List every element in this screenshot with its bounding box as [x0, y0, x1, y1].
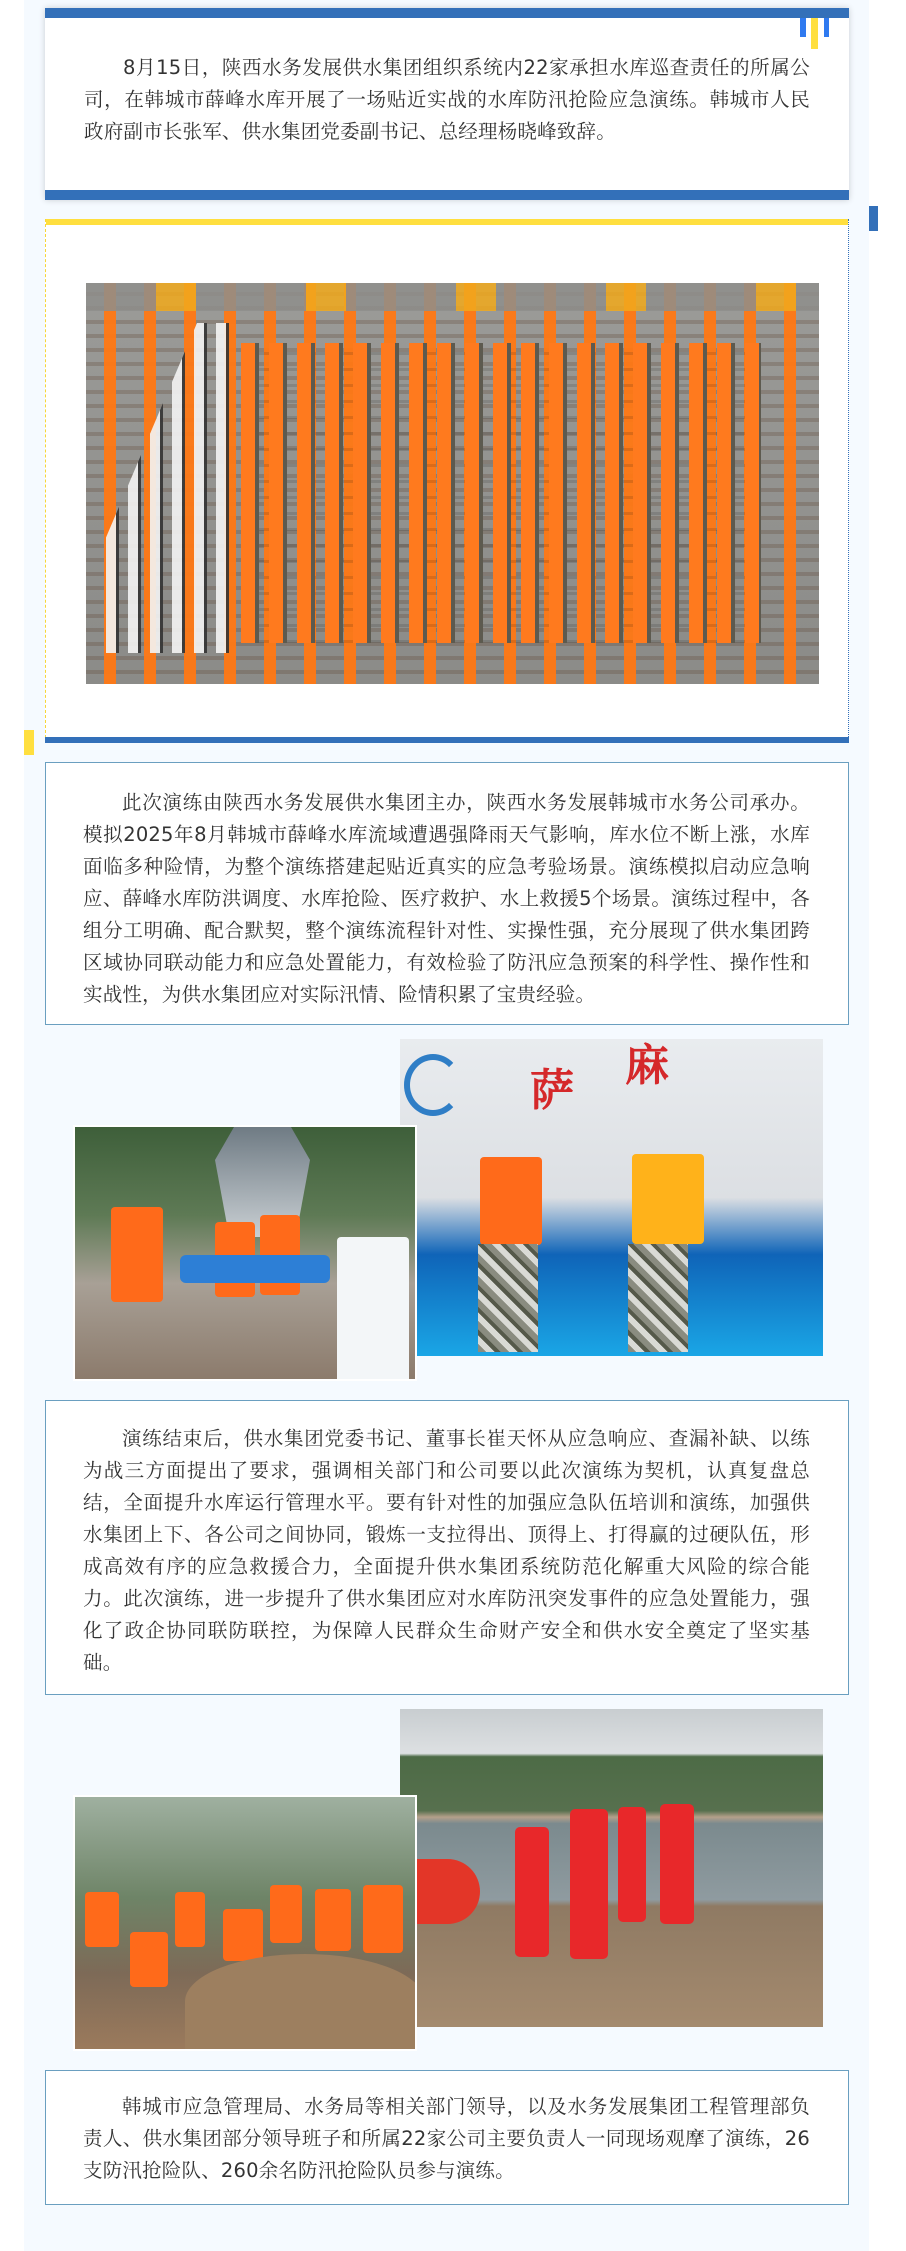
intro-paragraph: 8月15日，陕西水务发展供水集团组织系统内22家承担水库巡查责任的所属公司，在韩城市薛峰水库开展了一场贴近实战的水库防汛抢险应急演练。韩城市人民政府副市长张军、供水集团党委副书记、总经理杨晓峰致辞。	[84, 56, 810, 143]
camo-pants	[628, 1244, 688, 1352]
attendance-paragraph: 韩城市应急管理局、水务局等相关部门领导，以及水务发展集团工程管理部负责人、供水集团部分领导班子和所属22家公司主要负责人一同现场观摩了演练，26支防汛抢险队、260余名防汛抢险队员参与演练。	[83, 2095, 810, 2182]
life-vest	[111, 1207, 163, 1302]
decor-stripe-yellow	[811, 18, 818, 49]
formation-photo-alt	[94, 663, 214, 678]
attendance-box	[45, 2070, 849, 2205]
water-rescue-photo-alt	[408, 1335, 468, 1350]
drill-overview-paragraph: 此次演练由陕西水务发展供水集团主办，陕西水务发展韩城市水务公司承办。模拟2025年8月韩城市薛峰水库流域遭遇强降雨天气影响，库水位不断上涨，水库面临多种险情，为整个演练搭建起贴近真实的应急考验场景。演练模拟启动应急响应、薛峰水库防洪调度、水库抢险、医疗救护、水上救援5个场景。演练过程中，各组分工明确、配合默契，整个演练流程针对性、实操性强，充分展现了供水集团跨区域协同联动能力和应急处置能力，有效检验了防汛应急预案的科学性、操作性和实战性，为供水集团应对实际汛情、险情积累了宝贵经验。	[83, 791, 810, 1006]
company-logo-icon	[404, 1054, 462, 1116]
water-rescue-photo	[400, 1039, 823, 1356]
sandbag-photo	[73, 1795, 417, 2051]
life-vest	[315, 1889, 351, 1951]
photo-card-top-bar	[46, 219, 848, 225]
life-vest	[632, 1154, 704, 1244]
decor-stripe-blue-left	[800, 18, 806, 37]
soil-mound	[185, 1954, 417, 2049]
life-vest	[175, 1892, 205, 1947]
leader-remarks-paragraph: 演练结束后，供水集团党委书记、董事长崔天怀从应急响应、查漏补缺、以练为战三方面提出了要求，强调相关部门和公司要以此次演练为契机，认真复盘总结，全面提升水库运行管理水平。要有针对性的加强应急队伍培训和演练，加强供水集团上下、各公司之间协同，锻炼一支拉得出、顶得上、打得赢的过硬队伍，形成高效有序的应急救援合力，全面提升供水集团系统防范化解重大风险的综合能力。此次演练，进一步提升了供水集团应对水库防汛突发事件的应急处置能力，强化了政企协同联防联控，为保障人民群众生命财产安全和供水安全奠定了坚实基础。	[83, 1427, 810, 1674]
life-vest	[363, 1885, 403, 1953]
medical-rescue-photo	[73, 1125, 417, 1381]
doctor-coat	[337, 1237, 409, 1381]
rescuer	[660, 1804, 694, 1924]
life-vest	[85, 1892, 119, 1947]
life-vest	[480, 1157, 542, 1245]
rescuer	[570, 1809, 608, 1959]
rescuer	[515, 1827, 549, 1957]
leader-remarks-box	[45, 1400, 849, 1695]
photo-card-bottom-bar	[45, 737, 849, 743]
intro-card	[45, 8, 849, 200]
medical-rescue-photo-alt	[83, 1358, 163, 1373]
life-vest	[223, 1909, 263, 1961]
drill-overview-box	[45, 762, 849, 1025]
lake-rescue-photo-alt	[408, 2006, 488, 2021]
rescue-team-formation	[241, 343, 761, 643]
decor-stripe-blue-right	[824, 18, 829, 37]
intro-card-bottom-bar	[45, 190, 849, 200]
wall-sign-char: 萨	[530, 1065, 574, 1116]
camo-pants	[478, 1244, 538, 1352]
stretcher	[180, 1255, 330, 1283]
lake-rescue-photo	[400, 1709, 823, 2027]
decor-tick-yellow	[24, 730, 34, 755]
officials-column	[106, 323, 236, 653]
sandbag-photo-alt	[83, 2028, 163, 2043]
formation-photo	[86, 283, 819, 684]
intro-card-top-bar	[45, 8, 849, 18]
wall-sign-char: 麻	[625, 1040, 669, 1091]
life-vest	[130, 1932, 168, 1987]
decor-tick-blue	[869, 206, 878, 231]
photo-card	[45, 219, 849, 743]
life-vest	[270, 1885, 302, 1943]
parking-lot	[86, 283, 819, 311]
rescuer	[618, 1807, 646, 1922]
